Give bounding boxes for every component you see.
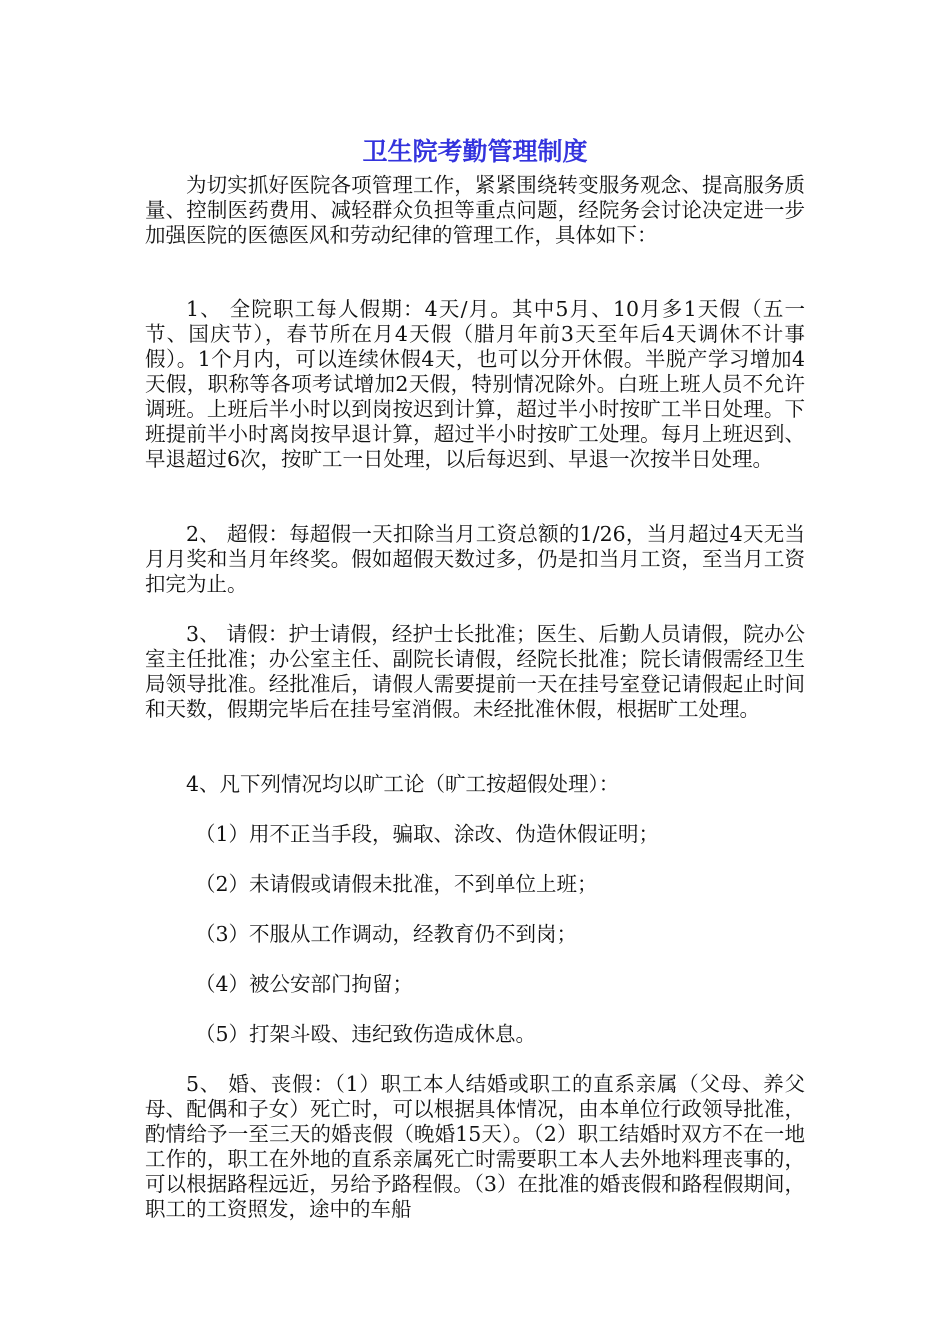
sub-item-4 [145,972,805,997]
rule-3-text: 3、 请假：护士请假，经护士长批准；医生、后勤人员请假，院办公室主任批准；办公室主任、副院长请假，经院长批准；院长请假需经卫生局领导批准。经批准后，请假人需要提前一天在挂号室登记请假起止时间和天数，假期完毕后在挂号室消假。未经批准休假，根据旷工处理。 [145,622,805,721]
rule-paragraph-1 [145,297,805,472]
rule-paragraph-4 [145,772,805,797]
sub-item-2-text: （2）未请假或请假未批准，不到单位上班； [195,872,598,896]
rule-2-text: 2、 超假：每超假一天扣除当月工资总额的1/26，当月超过4天无当月月奖和当月年终奖。假如超假天数过多，仍是扣当月工资，至当月工资扣完为止。 [145,522,805,596]
rule-1-text: 1、 全院职工每人假期：4天/月。其中5月、10月多1天假（五一节、国庆节），春节所在月4天假（腊月年前3天至年后4天调休不计事假）。1个月内，可以连续休假4天，也可以分开休假。半脱产学习增加4天假，职称等各项考试增加2天假，特别情况除外。白班上班人员不允许调班。上班后半小时以到岗按迟到计算，超过半小时按旷工半日处理。下班提前半小时离岗按早退计算，超过半小时按旷工处理。每月上班迟到、早退超过6次，按旷工一日处理，以后每迟到、早退一次按半日处理。 [145,297,805,471]
intro-text: 为切实抓好医院各项管理工作，紧紧围绕转变服务观念、提高服务质量、控制医药费用、减轻群众负担等重点问题，经院务会讨论决定进一步加强医院的医德医风和劳动纪律的管理工作，具体如下： [145,173,805,247]
sub-item-5-text: （5）打架斗殴、违纪致伤造成休息。 [195,1022,537,1046]
sub-item-1-text: （1）用不正当手段，骗取、涂改、伪造休假证明； [195,822,660,846]
document-title: 卫生院考勤管理制度 [362,137,588,166]
sub-item-5 [145,1022,805,1047]
rule-4-text: 4、凡下列情况均以旷工论（旷工按超假处理）： [186,772,620,796]
sub-item-1 [145,822,805,847]
rule-paragraph-5 [145,1072,805,1222]
sub-item-4-text: （4）被公安部门拘留； [195,972,414,996]
sub-item-3 [145,922,805,947]
intro-paragraph [145,173,805,248]
rule-5-text: 5、 婚、丧假：（1）职工本人结婚或职工的直系亲属（父母、养父母、配偶和子女）死亡时，可以根据具体情况，由本单位行政领导批准，酌情给予一至三天的婚丧假（晚婚15天）。（2）职工结婚时双方不在一地工作的，职工在外地的直系亲属死亡时需要职工本人去外地料理丧事的，可以根据路程远近，另给予路程假。（3）在批准的婚丧假和路程假期间，职工的工资照发，途中的车船 [145,1072,805,1221]
rule-paragraph-3 [145,622,805,722]
sub-item-2 [145,872,805,897]
rule-paragraph-2 [145,522,805,597]
sub-item-3-text: （3）不服从工作调动，经教育仍不到岗； [195,922,578,946]
